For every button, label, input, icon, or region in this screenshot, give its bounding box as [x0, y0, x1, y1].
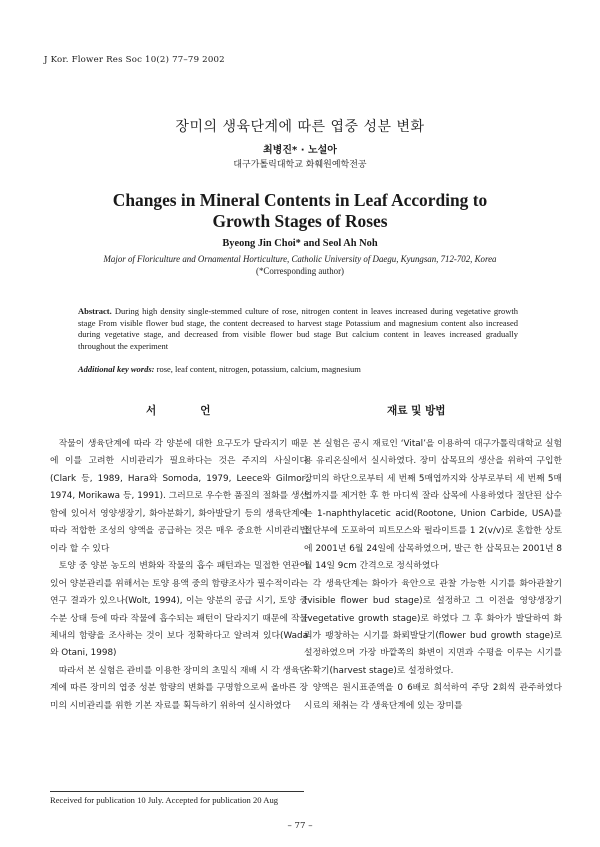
abstract-text: During high density single-stemmed culture of rose, nitrogen content in leaves increased during vegetative growth stage From visible flower bud stage, the content decreased to harvest stage Potassium and magnesium content also increased during vegetative stage, and decreased from visible flower bud stage But calcium content in leaves increased gradually throughout the experiment — [78, 306, 518, 351]
section-heading-methods: 재료 및 방법 — [387, 405, 446, 417]
abstract-label: Abstract. — [78, 306, 112, 316]
paragraph: 따라서 본 실험은 관비를 이용한 장미의 초밀식 재배 시 각 생육단계에 따른 장미의 엽중 성분 함량의 변화를 구명함으로써 올바른 장미의 시비관리를 위한 기본 자료를 획득하기 위하여 실시하였다 — [50, 665, 308, 711]
affiliation-english-text: Major of Floriculture and Ornamental Horticulture, Catholic University of Daegu, Kyungsan, 712-702, Korea — [103, 254, 497, 264]
received-footnote: Received for publication 10 July. Accepted for publication 20 Aug — [50, 795, 279, 805]
keywords — [78, 364, 528, 374]
affiliation-korean: 대구가톨릭대학교 화훼원예학전공 — [233, 160, 367, 170]
authors-english: Byeong Jin Choi* and Seol Ah Noh — [222, 238, 378, 249]
affiliation-english — [0, 253, 600, 278]
journal-header: J Kor. Flower Res Soc 10(2) 77–79 2002 — [44, 55, 225, 65]
footnote-divider — [50, 791, 304, 792]
keywords-text: rose, leaf content, nitrogen, potassium, calcium, magnesium — [156, 364, 361, 374]
title-english-line1: Changes in Mineral Contents in Leaf According to — [112, 190, 488, 210]
keywords-label: Additional key words: — [78, 364, 155, 374]
title-korean: 장미의 생육단계에 따른 엽중 성분 변화 — [175, 119, 425, 135]
paragraph: 토양 중 양분 농도의 변화와 작물의 흡수 패턴과는 밀접한 연관이 있어 양분관리를 위해서는 토양 용액 중의 함량조사가 필수적이라는 연구 결과가 있으나(Wolt, 1994), 이는 양분의 공급 시기, 토양 중 수분 상태 등에 따라 작물에 흡수되는 패턴이 달라지기 때문에 작물 체내의 함량을 조사하는 것이 보다 정확하다고 알려져 있다(Wada와 Otani, 1998) — [50, 561, 308, 659]
paragraph: 양액은 원시표준액을 0 6배로 희석하여 주당 2회씩 관주하였다 시료의 채취는 각 생육단계에 있는 장미를 — [304, 683, 562, 711]
paragraph: 각 생육단계는 화아가 육안으로 관찰 가능한 시기를 화아관찰기(visible flower bud stage)로 설정하고 그 이전을 영양생장기(vegetative growth stage)로 하였다 그 후 화아가 발달하여 화뢰가 팽창하는 시기를 화뢰발달기(flower bud growth stage)로 설정하였으며 가장 바깥쪽의 화변이 지면과 수평을 이루는 시기를 수확기(harvest stage)로 설정하였다. — [304, 578, 562, 676]
title-english-line2: Growth Stages of Roses — [212, 211, 388, 231]
authors-korean: 최병진* · 노설아 — [263, 145, 337, 156]
title-english — [0, 190, 600, 232]
paragraph: 본 실험은 공시 재료인 ‘Vital’을 이용하여 대구가톨릭대학교 실험용 유리온실에서 실시하였다. 장미 삽목묘의 생산을 위하여 구입한 장미의 하단으로부터 세 번째 5매엽까지와 상부로부터 세 번째 5매엽까지를 제거한 후 한 마디씩 잘라 삽목에 사용하였다 절단된 삽수는 1-naphthylacetic acid(Rootone, Union Carbide, USA)를 절단부에 도포하여 피트모스와 펄라이트를 1 2(v/v)로 혼합한 상토에 2001년 6월 24일에 삽목하였으며, 발근 한 삽목묘는 2001년 8월 14일 9cm 간격으로 정식하였다 — [304, 439, 562, 572]
corresponding-author-note: (*Corresponding author) — [256, 266, 344, 277]
column-methods — [304, 436, 562, 715]
page-number: – 77 – — [287, 821, 313, 831]
column-introduction — [50, 436, 308, 715]
section-heading-introduction: 서 언 — [146, 405, 231, 417]
paragraph: 작물이 생육단계에 따라 각 양분에 대한 요구도가 달라지기 때문에 이를 고려한 시비관리가 필요하다는 것은 주지의 사실이다(Clark 등, 1989, Hara와 Somoda, 1979, Leece와 Gilmor, 1974, Morikawa 등, 1991). 그러므로 우수한 품질의 절화를 생산함에 있어서 영양생장기, 화아분화기, 화아발달기 등의 생육단계에 따라 적합한 조성의 양액을 공급하는 것은 매우 중요한 시비관리법이라 할 수 있다 — [50, 439, 308, 554]
abstract — [78, 306, 518, 352]
